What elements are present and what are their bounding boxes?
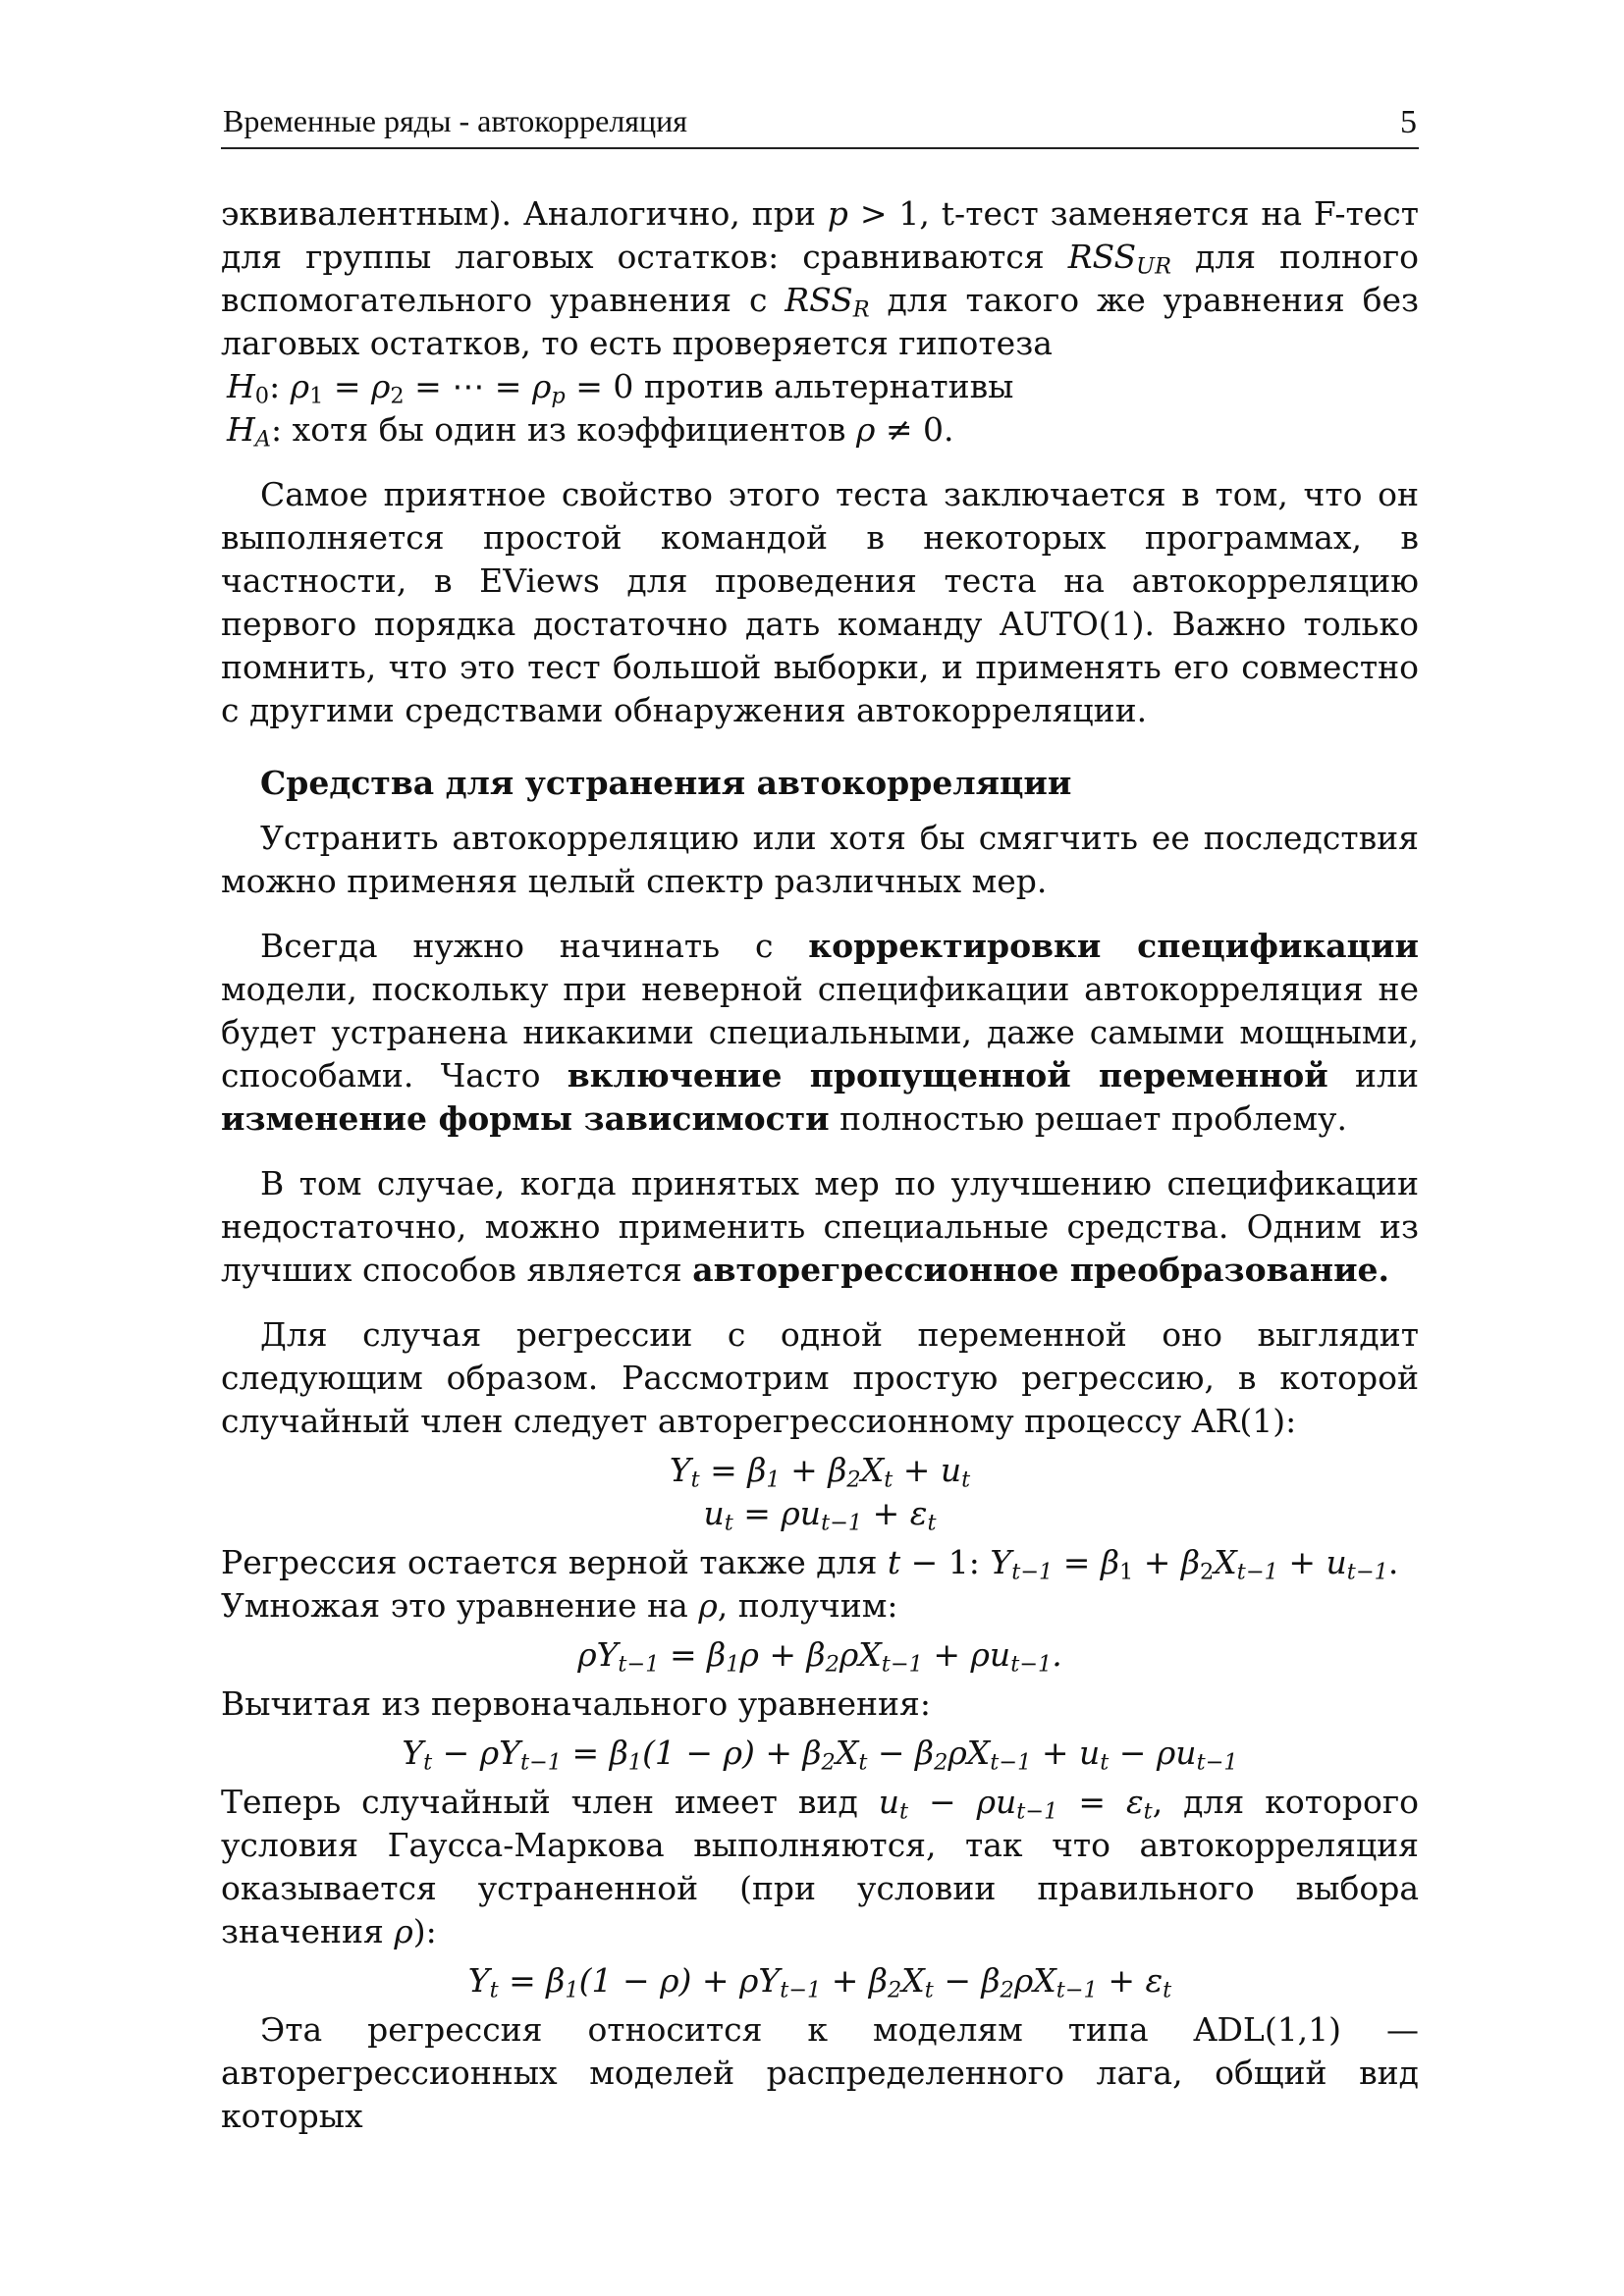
para4-bold3: изменение формы зависимости — [221, 1099, 830, 1138]
paragraph-lagged: Регрессия остается верной также для t − 1: $Y_{t-1} = \beta_1 + \beta_2X_{t-1} + u_{t-1}$. Умножая это уравнение на ρ, получим: — [221, 1543, 1399, 1625]
para9-text3: ): — [412, 1912, 437, 1950]
paragraph-gauss-markov: Теперь случайный член имеет вид $u_t - \rho u_{t-1} = \varepsilon_t$, для которого условия Гаусса-Маркова выполняются, так что автокорреляция оказывается устраненной (при условии правильного выбора значения ρ): — [221, 1783, 1419, 1950]
page-body — [221, 192, 1419, 2138]
equation-system — [221, 1449, 1419, 1535]
para1-text3: для полного вспомогательного уравнения с — [221, 238, 1419, 319]
paragraph-ar1: Для случая регрессии с одной переменной оно выглядит следующим образом. Рассмотрим простую регрессию, в которой случайный член следует авторегрессионному процессу AR(1): — [221, 1315, 1419, 1440]
para4-bold1: корректировки спецификации — [808, 927, 1419, 965]
section-heading: Средства для устранения автокорреляции — [260, 764, 1072, 802]
para4-text3: или — [1327, 1056, 1420, 1095]
equation-difference: $Y_t - \rho Y_{t-1} = \beta_1(1 - \rho) + \beta_2X_t - \beta_2\rho X_{t-1} + u_t - \rho u_{t-1}$ — [402, 1734, 1238, 1776]
equation-ar-process: $u_t = \rho u_{t-1} + \varepsilon_t$ — [703, 1494, 937, 1536]
paragraph-subtracting: Вычитая из первоначального уравнения: — [221, 1684, 931, 1723]
para4-bold2: включение пропущенной переменной — [567, 1056, 1328, 1095]
header-title: Временные ряды - автокорреляция — [223, 103, 687, 138]
paragraph-specification — [221, 925, 1419, 1141]
paragraph-special-means — [221, 1162, 1419, 1292]
null-hypothesis: $H_0$: $\rho_1 = \rho_2$ = ⋯ = $\rho_p = 0$ против альтернативы — [227, 367, 1014, 409]
para4-text1: Всегда нужно начинать с — [260, 927, 809, 965]
para1-text4: для такого же уравнения без лаговых остатков, то есть проверяется гипотеза — [221, 281, 1419, 362]
para5-bold1: авторегрессионное преобразование. — [692, 1251, 1390, 1289]
alt-hypothesis-text: : хотя бы один из коэффициентов — [271, 410, 856, 449]
para4-text2: модели, поскольку при неверной спецификации автокорреляция не будет устранена никакими специальными, даже самыми мощными, способами. Часто — [221, 970, 1419, 1095]
para7-text1: Регрессия остается верной также для — [221, 1543, 888, 1581]
paragraph-f-test: эквивалентным). Аналогично, при p > 1, t-тест заменяется на F-тест для группы лаговых остатков: сравниваются $RSS_{UR}$ для полного вспомогательного уравнения с $RSS_R$ для такого же уравнения без лаговых остатков, то есть проверяется гипотеза — [221, 194, 1419, 362]
running-header — [221, 98, 1419, 149]
paragraph-adl: Эта регрессия относится к моделям типа ADL(1,1) — авторегрессионных моделей распределенного лага, общий вид которых — [221, 2010, 1419, 2135]
para9-text1: Теперь случайный член имеет вид — [221, 1783, 879, 1821]
paragraph-measures: Устранить автокорреляцию или хотя бы смягчить ее последствия можно применяя целый спектр различных мер. — [221, 819, 1419, 900]
para7-text3: , получим: — [717, 1586, 898, 1625]
paragraph-eviews: Самое приятное свойство этого теста заключается в том, что он выполняется простой командой в некоторых программах, в частности, в EViews для проведения теста на автокорреляцию первого порядка достаточно дать команду AUTO(1). Важно только помнить, что это тест большой выборки, и применять его совместно с другими средствами обнаружения автокорреляции. — [221, 475, 1419, 729]
alternative-hypothesis: $H_A$: хотя бы один из коэффициентов ρ ≠ 0. — [227, 410, 954, 453]
para7-text2: Умножая это уравнение на — [221, 1586, 699, 1625]
equation-final: $Y_t = \beta_1(1 - \rho) + \rho Y_{t-1} + \beta_2X_t - \beta_2\rho X_{t-1} + \varepsilon_t$ — [467, 1961, 1172, 2003]
equation-multiplied: $\rho Y_{t-1} = \beta_1\rho + \beta_2\rho X_{t-1} + \rho u_{t-1}$. — [577, 1635, 1062, 1678]
para9-text2: , для которого условия Гаусса-Маркова выполняются, так что автокорреляция оказывается устраненной (при условии правильного выбора значения — [221, 1783, 1419, 1950]
para5-text1: В том случае, когда принятых мер по улучшению спецификации недостаточно, можно применить специальные средства. Одним из лучших способов является — [221, 1164, 1419, 1289]
para1-text1: эквивалентным). Аналогично, при — [221, 194, 828, 233]
para1-text2: , t-тест заменяется на F-тест для группы лаговых остатков: сравниваются — [221, 194, 1419, 276]
null-hypothesis-text: против альтернативы — [633, 367, 1014, 405]
para4-text4: полностью решает проблему. — [829, 1099, 1347, 1138]
page-number: 5 — [1400, 104, 1417, 140]
equation-regression: $Y_t = \beta_1 + \beta_2X_t + u_t$ — [669, 1451, 971, 1493]
